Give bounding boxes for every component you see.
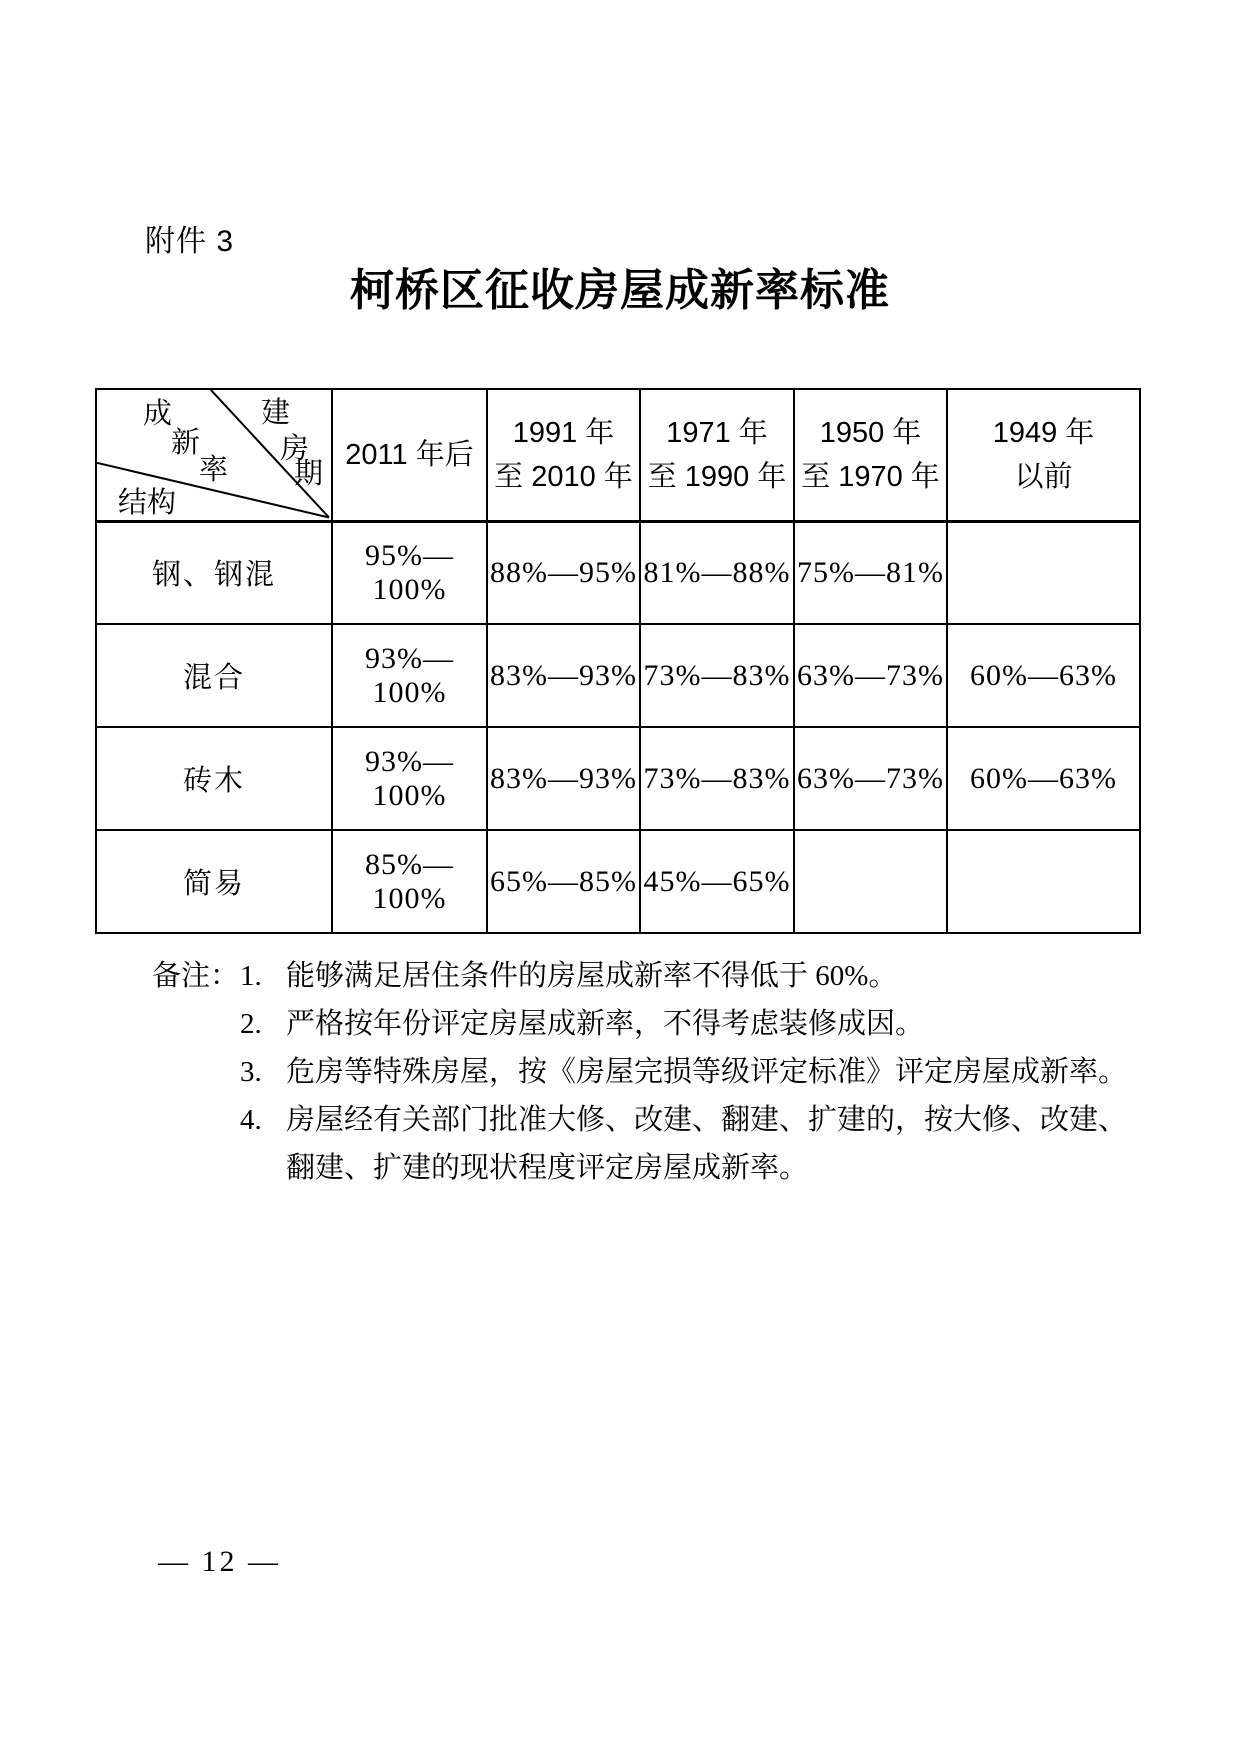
note-item <box>240 1096 1146 1192</box>
column-header-line: 至 1990 年 <box>647 460 787 493</box>
rate-axis-char: 成 <box>143 398 173 430</box>
value-cell <box>947 830 1140 933</box>
notes-label: 备注： <box>152 960 240 992</box>
column-header-line: 1971 年 <box>666 416 768 449</box>
table-corner-cell <box>96 389 332 521</box>
table-row-mixed <box>96 624 1140 727</box>
note-number: 1. <box>240 960 262 992</box>
value-cell: 75%—81% <box>794 521 947 624</box>
structure-cell: 钢、钢混 <box>96 521 332 624</box>
column-header-line: 1949 年 <box>992 416 1095 449</box>
column-header-1991-2010 <box>487 389 640 521</box>
value-cell: 73%—83% <box>640 624 794 727</box>
note-item <box>240 1048 1146 1096</box>
period-axis-char: 期 <box>294 458 324 490</box>
column-header-line: 2011 年后 <box>345 438 474 471</box>
value-cell: 63%—73% <box>794 624 947 727</box>
value-cell: 93%—100% <box>332 624 487 727</box>
value-cell: 65%—85% <box>487 830 640 933</box>
note-text: 房屋经有关部门批准大修、改建、翻建、扩建的，按大修、改建、翻建、扩建的现状程度评定房屋成新率。 <box>286 1104 1128 1184</box>
note-text: 严格按年份评定房屋成新率，不得考虑装修成因。 <box>286 1008 925 1040</box>
note-number: 2. <box>240 1008 262 1040</box>
value-cell: 81%—88% <box>640 521 794 624</box>
value-cell: 83%—93% <box>487 624 640 727</box>
rate-axis-char: 新 <box>171 427 201 459</box>
value-cell: 93%—100% <box>332 727 487 830</box>
notes-section <box>152 952 1146 1192</box>
column-header-1950-1970 <box>794 389 947 521</box>
value-cell: 45%—65% <box>640 830 794 933</box>
value-cell: 85%—100% <box>332 830 487 933</box>
note-item <box>240 1000 1146 1048</box>
structure-cell: 简易 <box>96 830 332 933</box>
value-cell: 63%—73% <box>794 727 947 830</box>
value-cell: 60%—63% <box>947 624 1140 727</box>
value-cell: 95%—100% <box>332 521 487 624</box>
note-text: 能够满足居住条件的房屋成新率不得低于 60%。 <box>286 960 898 992</box>
period-axis-char: 建 <box>261 397 291 429</box>
note-number: 4. <box>240 1104 262 1136</box>
column-header-pre-1949 <box>947 389 1140 521</box>
page-number: — 12 — <box>158 1545 281 1578</box>
condition-rate-table <box>95 388 1141 934</box>
column-header-line: 以前 <box>1014 460 1073 493</box>
value-cell: 88%—95% <box>487 521 640 624</box>
value-cell <box>794 830 947 933</box>
column-header-2011 <box>332 389 487 521</box>
table-row-steel <box>96 521 1140 624</box>
header-row <box>96 389 1140 521</box>
value-cell <box>947 521 1140 624</box>
structure-axis-label: 结构 <box>118 487 177 519</box>
note-text: 危房等特殊房屋，按《房屋完损等级评定标准》评定房屋成新率。 <box>286 1056 1128 1088</box>
attachment-label: 附件 3 <box>145 225 235 258</box>
table-row-simple <box>96 830 1140 933</box>
column-header-line: 至 1970 年 <box>801 460 940 493</box>
rate-axis-char: 率 <box>199 454 229 486</box>
structure-cell: 砖木 <box>96 727 332 830</box>
period-axis-char: 房 <box>280 433 310 465</box>
column-header-line: 1950 年 <box>819 416 922 449</box>
table-row-brick-wood <box>96 727 1140 830</box>
column-header-line: 至 2010 年 <box>494 460 633 493</box>
column-header-1971-1990 <box>640 389 794 521</box>
value-cell: 60%—63% <box>947 727 1140 830</box>
note-item <box>240 952 1146 1000</box>
column-header-line: 1991 年 <box>512 416 615 449</box>
page-title: 柯桥区征收房屋成新率标准 <box>350 266 890 315</box>
structure-cell: 混合 <box>96 624 332 727</box>
value-cell: 73%—83% <box>640 727 794 830</box>
value-cell: 83%—93% <box>487 727 640 830</box>
note-number: 3. <box>240 1056 262 1088</box>
